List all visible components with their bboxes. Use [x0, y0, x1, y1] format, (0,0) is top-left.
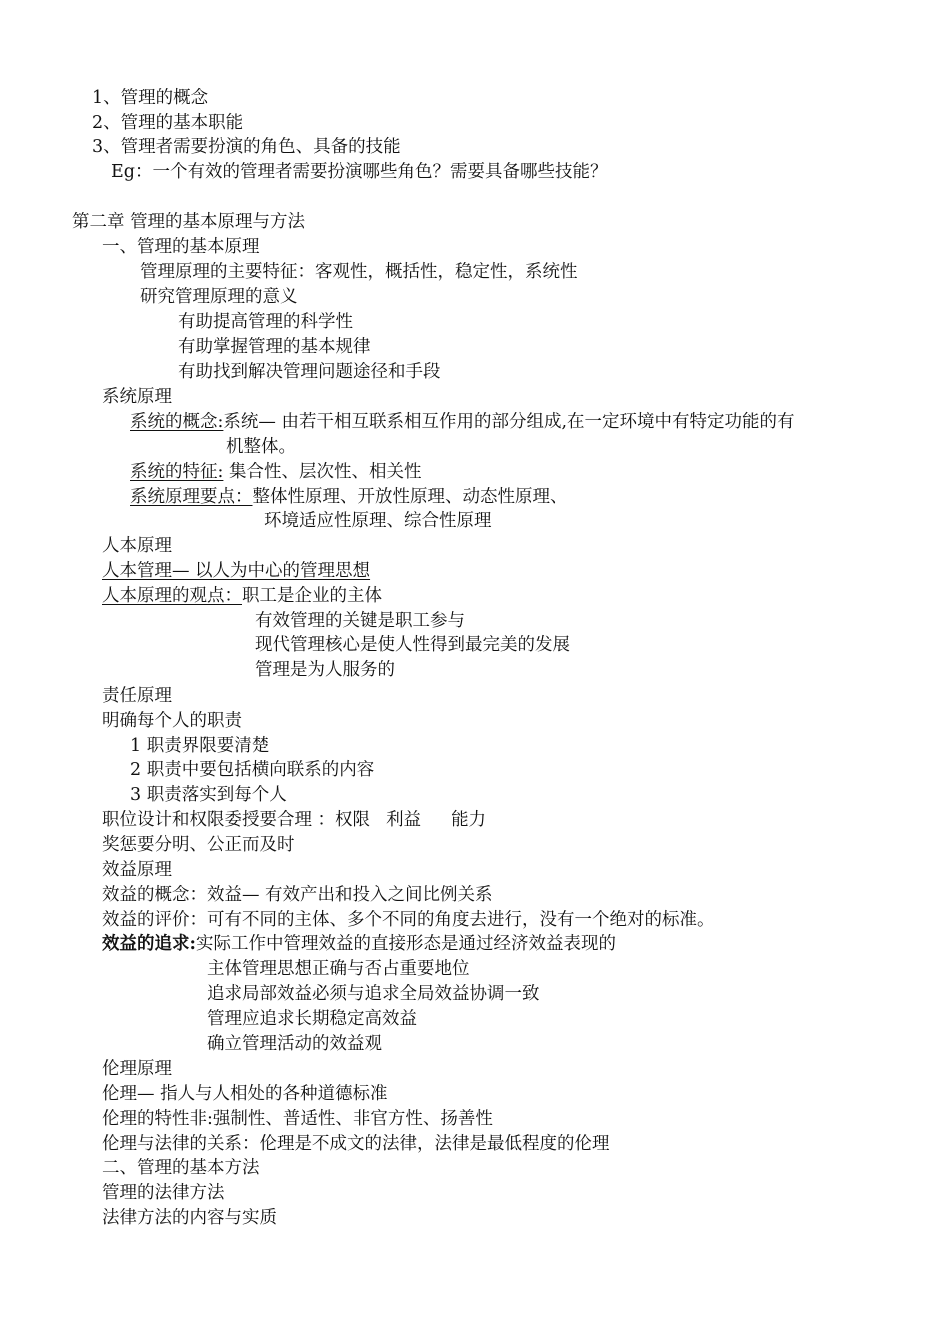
list-item: 有效管理的关键是职工参与 — [255, 611, 465, 631]
list-item: 3 职责落实到每个人 — [130, 785, 287, 805]
text-line — [130, 485, 568, 509]
list-item: 2 职责中要包括横向联系的内容 — [130, 760, 375, 780]
list-item: 现代管理核心是使人性得到最完美的发展 — [255, 635, 570, 655]
text-line: 法律方法的内容与实质 — [102, 1208, 277, 1228]
text-span: 系统— 由若干相互联系相互作用的部分组成,在一定环境中有特定功能的有 — [223, 412, 795, 432]
text-line — [130, 410, 795, 434]
text-line — [102, 584, 382, 608]
list-item: 有助提高管理的科学性 — [178, 312, 353, 332]
text-line: 效益的评价：可有不同的主体、多个不同的角度去进行，没有一个绝对的标准。 — [102, 910, 715, 930]
list-item: 有助掌握管理的基本规律 — [178, 337, 371, 357]
text-line: 管理原理的主要特征：客观性，概括性，稳定性，系统性 — [140, 262, 578, 282]
list-item: 有助找到解决管理问题途径和手段 — [178, 362, 441, 382]
example-question: Eg：一个有效的管理者需要扮演哪些角色？需要具备哪些技能？ — [111, 162, 608, 182]
text-line — [102, 1107, 493, 1131]
list-item: 管理是为人服务的 — [255, 660, 395, 680]
text-line: 管理的法律方法 — [102, 1183, 225, 1203]
text-line: 伦理— 指人与人相处的各种道德标准 — [102, 1084, 388, 1104]
text-span: 强制性、普适性、非官方性、扬善性 — [212, 1109, 493, 1129]
underlined-label: 系统的概念: — [130, 412, 224, 432]
list-item: 2、管理的基本职能 — [92, 113, 244, 133]
text-line: 伦理与法律的关系：伦理是不成文的法律，法律是最低程度的伦理 — [102, 1134, 610, 1154]
list-item: 管理应追求长期稳定高效益 — [207, 1009, 417, 1029]
text-line: 机整体。 — [226, 437, 296, 457]
underlined-label: 系统原理要点： — [130, 487, 253, 507]
section-heading: 系统原理 — [102, 387, 172, 407]
text-span: 集合性、层次性、相关性 — [223, 462, 422, 482]
list-item: 确立管理活动的效益观 — [207, 1034, 382, 1054]
text-line: 研究管理原理的意义 — [140, 287, 298, 307]
section-heading: 一、管理的基本原理 — [102, 237, 260, 257]
text-line: 效益的概念：效益— 有效产出和投入之间比例关系 — [102, 885, 493, 905]
text-line: 奖惩要分明、公正而及时 — [102, 835, 295, 855]
section-heading: 二、管理的基本方法 — [102, 1158, 260, 1178]
list-item: 追求局部效益必须与追求全局效益协调一致 — [207, 984, 540, 1004]
list-item: 主体管理思想正确与否占重要地位 — [207, 959, 470, 979]
section-heading: 人本原理 — [102, 536, 172, 556]
list-item: 1 职责界限要清楚 — [130, 736, 270, 756]
list-item: 1、管理的概念 — [92, 88, 209, 108]
text-span: 实际工作中管理效益的直接形态是通过经济效益表现的 — [195, 934, 616, 954]
underlined-label: 系统的特征: — [130, 462, 224, 482]
underlined-label: 人本原理的观点： — [102, 586, 242, 606]
text-line: 环境适应性原理、综合性原理 — [264, 511, 492, 531]
text-span: 伦理的特性非: — [102, 1109, 213, 1129]
text-span: 整体性原理、开放性原理、动态性原理、 — [252, 487, 568, 507]
list-item: 3、管理者需要扮演的角色、具备的技能 — [92, 137, 401, 157]
text-line: 明确每个人的职责 — [102, 711, 242, 731]
chapter-title: 第二章 管理的基本原理与方法 — [72, 212, 306, 232]
text-span: 效益的追求: — [102, 934, 196, 954]
text-line — [102, 932, 616, 956]
text-span: 能力 — [451, 810, 487, 830]
section-heading: 效益原理 — [102, 860, 172, 880]
text-line — [102, 808, 486, 832]
text-line: 人本管理— 以人为中心的管理思想 — [102, 561, 371, 581]
text-span: 职工是企业的主体 — [242, 586, 382, 606]
text-span: 职位设计和权限委授要合理 ：权限 — [102, 810, 371, 830]
section-heading: 责任原理 — [102, 686, 172, 706]
text-span: 利益 — [386, 810, 422, 830]
section-heading: 伦理原理 — [102, 1059, 172, 1079]
text-line — [130, 460, 421, 484]
